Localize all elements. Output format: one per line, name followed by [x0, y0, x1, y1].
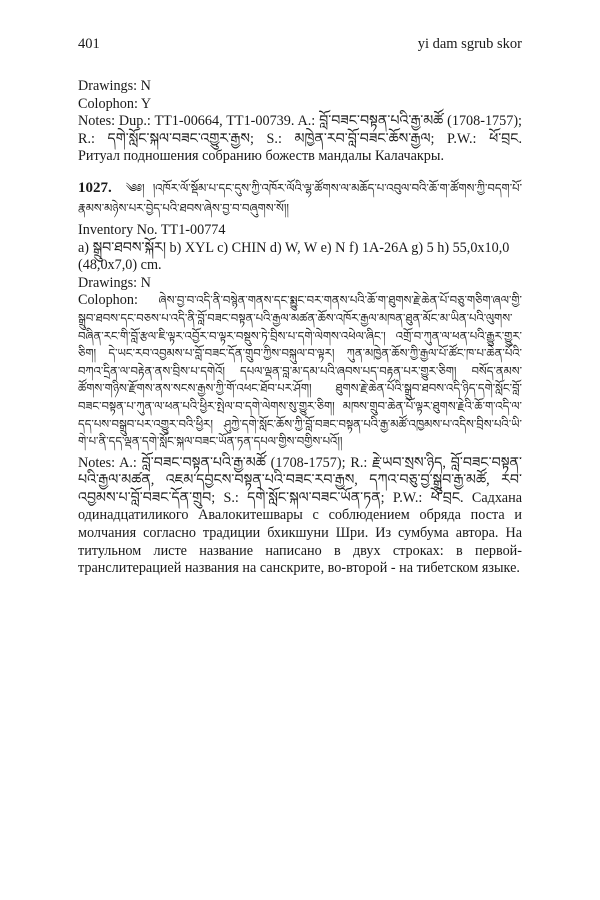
page-header: [78, 36, 522, 58]
running-title: yi dam sgrub skor: [417, 36, 522, 52]
previous-entry: [78, 78, 522, 166]
prev-colophon: Colophon: Y: [78, 95, 152, 112]
entry-heading: [78, 178, 522, 218]
entry-drawings: Drawings: N: [78, 274, 151, 291]
entry-colophon: [78, 292, 522, 450]
inventory-number: Inventory No. TT1-00774: [78, 221, 226, 238]
notes-label: Notes:: [78, 454, 116, 471]
page-number: 401: [78, 36, 100, 52]
entry-notes: [78, 455, 522, 578]
prev-notes-text: Dup.: TT1-00664, TT1-00739. A.: བློ་བཟང་བསྟན་པའི་རྒྱ་མཚོ (1708-1757); R.: དགེ་སློང་སྐལ་བཟང་འགྱུར་རྒྱས; S.: མཁྱེན་རབ་བློ་བཟང་ཆོས་རྒྱལ; P.W.: ཕོ་བྲང. Ритуал подношения собранию божеств мандалы Калачакры.: [78, 113, 522, 165]
colophon-text: ཞེས་བྱ་བ་འདི་ནི་བསྙེན་གནས་དང་སྨྱུང་བར་གནས་པའི་ཆོ་ག་ཐུགས་རྗེ་ཆེན་པོ་བཅུ་གཅིག་ཞལ་གྱི་སྒྲུབ་ཐབས་དང་བཅས་པ་འདི་ནི་བློ་བཟང་བསྟན་པའི་རྒྱལ་མཚན་ཆོས་འཁོར་རྒྱལ་མཁན་ཐུན་མོང་མ་ཡིན་པའི་ལུགས་བཞིན་རང་གི་བློ་རྩལ་ཇི་ལྟར་འབྱོར་བ་ལྟར་བསྡུས་ཏེ་བྲིས་པ་དགེ་ལེགས་འཕེལ་ཞིང་། འགྲོ་བ་ཀུན་ལ་ཕན་པའི་རྒྱུར་གྱུར་ཅིག། དེ་ཡང་རབ་འབྱམས་པ་བློ་བཟང་དོན་གྲུབ་ཀྱིས་བསྐུལ་བ་ལྟར། ཀུན་མཁྱེན་ཆོས་ཀྱི་རྒྱལ་པོ་ཚོང་ཁ་པ་ཆེན་པོའི་བཀའ་དྲིན་ལ་བརྟེན་ནས་བྲིས་པ་དགེའོ། དཔལ་ལྡན་བླ་མ་དམ་པའི་ཞབས་པད་བརྟན་པར་གྱུར་ཅིག། བསོད་ནམས་ཚོགས་གཉིས་རྫོགས་ནས་སངས་རྒྱས་ཀྱི་གོ་འཕང་ཐོབ་པར་ཤོག། ཐུགས་རྗེ་ཆེན་པོའི་སྒྲུབ་ཐབས་འདི་ཉིད་དགེ་སློང་བློ་བཟང་བསྟན་པ་ཀུན་ལ་ཕན་པའི་ཕྱིར་སྤེལ་བ་དགེ་ལེགས་སུ་གྱུར་ཅིག། མཁས་གྲུབ་ཆེན་པོ་ལྟར་ཐུགས་རྗེའི་ཆོ་ག་འདི་ལ་དད་པས་བསྒྲུབ་པར་འགྱུར་བའི་ཕྱིར། ཤུཀྱེ་དགེ་སློང་ཆོས་ཀྱི་བློ་བཟང་བསྟན་པའི་རྒྱ་མཚོ་འཁྱམས་པ་འདིས་བྲིས་པའི་ཡི་གེ་པ་ནི་དད་ལྡན་དགེ་སློང་སྐལ་བཟང་ཡོན་ཏན་དཔལ་གྱིས་བགྱིས་པའོ།།: [78, 293, 522, 449]
prev-drawings: Drawings: N: [78, 78, 151, 94]
prev-notes-label: Notes:: [78, 113, 116, 130]
prev-notes: [78, 113, 522, 166]
entry-details-a: a) སྒྲུབ་ཐབས་སྐོར། b) XYL c) CHIN d) W, W e) N f) 1A-26A g) 5 h) 55,0x10,0: [78, 239, 510, 256]
entry-details-b: (48,0x7,0) cm.: [78, 257, 162, 274]
entry-number: 1027.: [78, 179, 112, 196]
page-body: [78, 78, 522, 578]
colophon-label: Colophon:: [78, 292, 138, 309]
entry-metadata: [78, 222, 522, 292]
entry-title-tibetan: ༄༅། །འཁོར་ལོ་སྡོམ་པ་དང་དུས་ཀྱི་འཁོར་ལོའི་ལྷ་ཚོགས་ལ་མཆོད་པ་འབུལ་བའི་ཆོ་ག་ཚོགས་ཀྱི་བདག་པོ་རྣམས་མཉེས་པར་བྱེད་པའི་ཐབས་ཞེས་བྱ་བ་བཞུགས་སོ།།: [78, 180, 522, 215]
notes-text: A.: བློ་བཟང་བསྟན་པའི་རྒྱ་མཚོ (1708-1757); R.: རྗེ་ཡབ་སྲས་ཉིད, བློ་བཟང་བསྟན་པའི་རྒྱལ་མཚན, འཇམ་དབྱངས་བསྟན་པའི་བཟང་རབ་རྒྱས, དཀའ་བཅུ་བྱ་སྒྲུབ་རྒྱ་མཚོ, རབ་འབྱམས་པ་བློ་བཟང་དོན་གྲུབ; S.: དགེ་སློང་སྐལ་བཟང་ཡོན་ཏན; P.W.: ཕོ་བྲང. Садхана одинадцатиликого Авалокитешвары с соблюдением обряда поста и молчания согласно традиции бхикшуни Шри. Из сумбума автора. На титульном листе название написано в двух строках: в первой- транслитерацией названия на санскрите, во-второй - на тибетском языке.: [78, 454, 523, 577]
